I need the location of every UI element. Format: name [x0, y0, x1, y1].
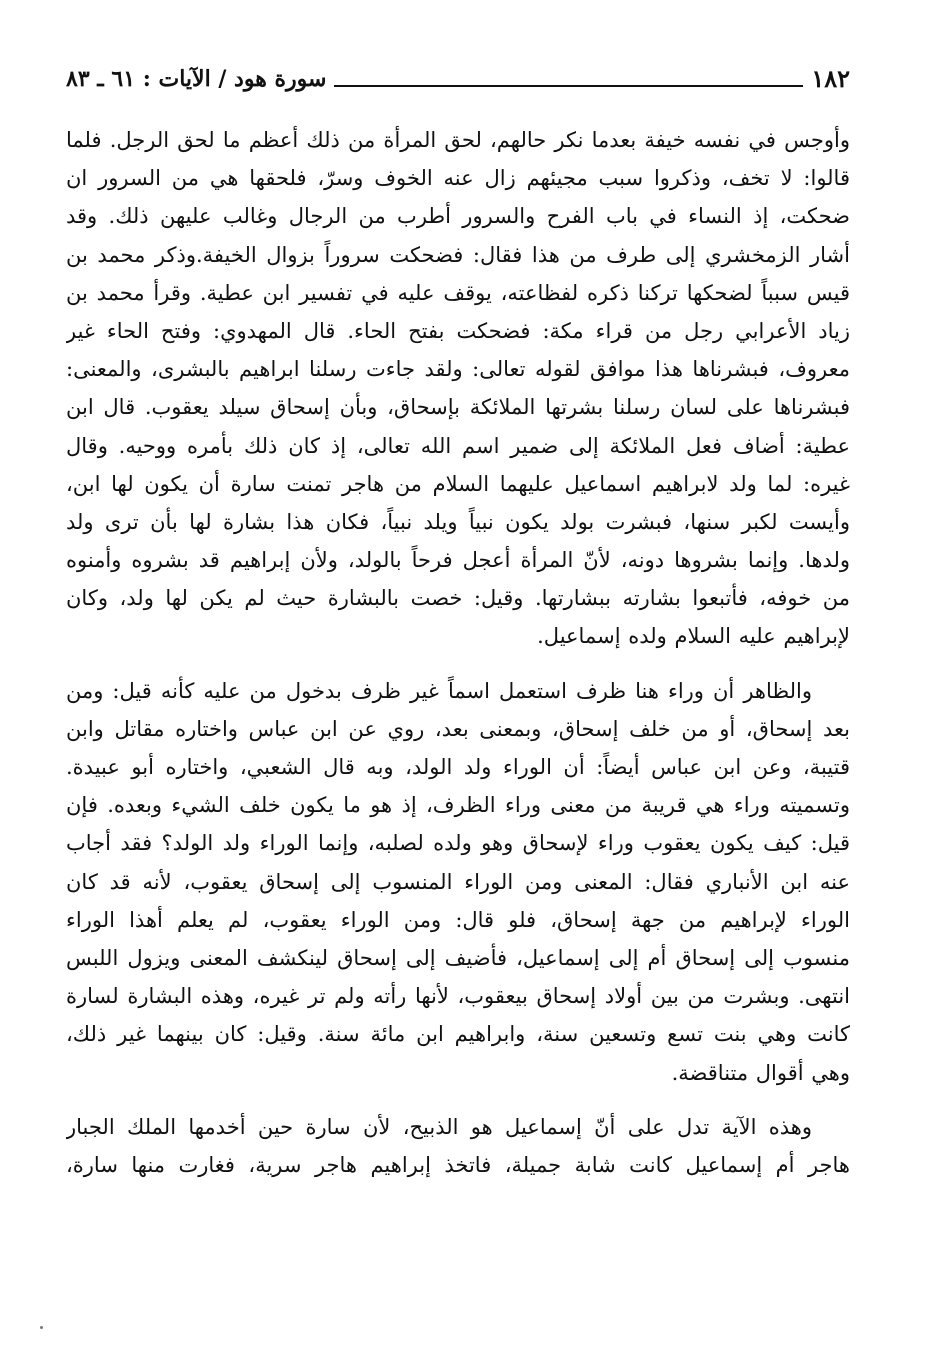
- text-line: انتهى. وبشرت من بين أولاد إسحاق بيعقوب، لأنها رأته ولم تر غيره، وهذه البشارة لسارة: [66, 984, 850, 1009]
- text-line: عطية: أضاف فعل الملائكة إلى ضمير اسم الله تعالى، إذ كان ذلك بأمره ووحيه. وقال: [66, 433, 850, 458]
- text-line: وأيست لكبر سنها، فبشرت بولد يكون نبياً ويلد نبياً، فكان هذا بشارة لها بأن ترى ولد: [66, 509, 850, 534]
- text-line: عنه ابن الأنباري فقال: المعنى ومن الوراء المنسوب إلى إسحاق يعقوب، لأنه قد كان: [66, 869, 850, 894]
- text-line-indented: والظاهر أن وراء هنا ظرف استعمل اسماً غير ظرف بدخول من عليه كأنه قيل: ومن: [66, 678, 812, 703]
- text-line: قيس سبباً لضحكها تركنا ذكره لفظاعته، يوقف عليه في تفسير ابن عطية. وقرأ محمد بن: [66, 280, 850, 305]
- paragraph-gap: [66, 1092, 850, 1108]
- text-line: من خوفه، فأتبعوا بشارته ببشارتها. وقيل: خصت بالبشارة حيث لم يكن لها ولد، وكان: [66, 586, 850, 611]
- header-rule: [334, 85, 803, 87]
- text-line: زياد الأعرابي رجل من قراء مكة: فضحكت بفتح الحاء. قال المهدوي: وفتح الحاء غير: [66, 318, 850, 343]
- page-header: [66, 64, 850, 94]
- text-line: قتيبة، وعن ابن عباس أيضاً: أن الوراء ولد الولد، وبه قال الشعبي، واختاره أبو عبيدة.: [66, 755, 850, 779]
- page-number: ١٨٢: [811, 64, 850, 93]
- body-text: [66, 121, 850, 1184]
- text-line: معروف، فبشرناها هذا موافق لقوله تعالى: ولقد جاءت رسلنا ابراهيم بالبشرى، والمعنى:: [66, 357, 850, 382]
- text-line: ولدها. وإنما بشروها دونه، لأنّ المرأة أعجل فرحاً بالولد، ولأن إبراهيم قد بشروه وأمنوه: [66, 548, 850, 573]
- text-line-indented: وهذه الآية تدل على أنّ إسماعيل هو الذبيح، لأن سارة حين أخدمها الملك الجبار: [66, 1114, 812, 1139]
- paragraph-3: [66, 1108, 850, 1184]
- text-line: وأوجس في نفسه خيفة بعدما نكر حالهم، لحق المرأة من ذلك أعظم ما لحق الرجل. فلما: [66, 128, 850, 152]
- text-line: فبشرناها على لسان رسلنا بشرتها الملائكة بإسحاق، وبأن إسحاق سيلد يعقوب. قال ابن: [66, 395, 850, 420]
- scan-speck: [40, 1326, 43, 1329]
- text-line: قيل: كيف يكون يعقوب وراء لإسحاق وهو ولده لصلبه، وإنما الوراء ولد الولد؟ فقد أجاب: [66, 831, 850, 856]
- text-line: ضحكت، إذ النساء في باب الفرح والسرور أطرب من الرجال وغالب عليهن ذلك. وقد: [66, 204, 850, 229]
- paragraph-1: [66, 121, 850, 656]
- text-line-last: وهي أقوال متناقضة.: [671, 1060, 850, 1085]
- text-line-last: لإبراهيم عليه السلام ولده إسماعيل.: [537, 624, 850, 649]
- text-line: الوراء لإبراهيم من جهة إسحاق، فلو قال: ومن الوراء يعقوب، لم يعلم أهذا الوراء: [66, 907, 850, 932]
- text-line: وتسميته وراء هي قريبة من معنى وراء الظرف، إذ هو ما يكون خلف الشيء وبعده. فإن: [66, 793, 850, 818]
- paragraph-2: [66, 672, 850, 1092]
- text-line: منسوب إلى إسحاق أم إلى إسماعيل، فأضيف إلى إسحاق لينكشف المعنى ويزول اللبس: [66, 945, 850, 970]
- text-line: قالوا: لا تخف، وذكروا سبب مجيئهم زال عنه الخوف وسرّ، فلحقها هي من السرور ان: [66, 166, 850, 191]
- text-line: أشار الزمخشري إلى طرف من هذا فقال: فضحكت سروراً بزوال الخيفة.وذكر محمد بن: [66, 242, 850, 267]
- text-line: بعد إسحاق، أو من خلف إسحاق، وبمعنى بعد، روي عن ابن عباس واختاره مقاتل وابن: [66, 716, 850, 741]
- text-line: غيره: لما ولد لابراهيم اسماعيل عليهما السلام من هاجر تمنت سارة أن يكون لها ابن،: [66, 471, 850, 496]
- running-title: سورة هود / الآيات : ٦١ ـ ٨٣: [66, 66, 327, 92]
- text-line: كانت وهي بنت تسع وتسعين سنة، وابراهيم ابن مائة سنة. وقيل: كان بينهما غير ذلك،: [66, 1022, 850, 1047]
- text-line: هاجر أم إسماعيل كانت شابة جميلة، فاتخذ إبراهيم هاجر سرية، فغارت منها سارة،: [66, 1152, 850, 1177]
- paragraph-gap: [66, 656, 850, 672]
